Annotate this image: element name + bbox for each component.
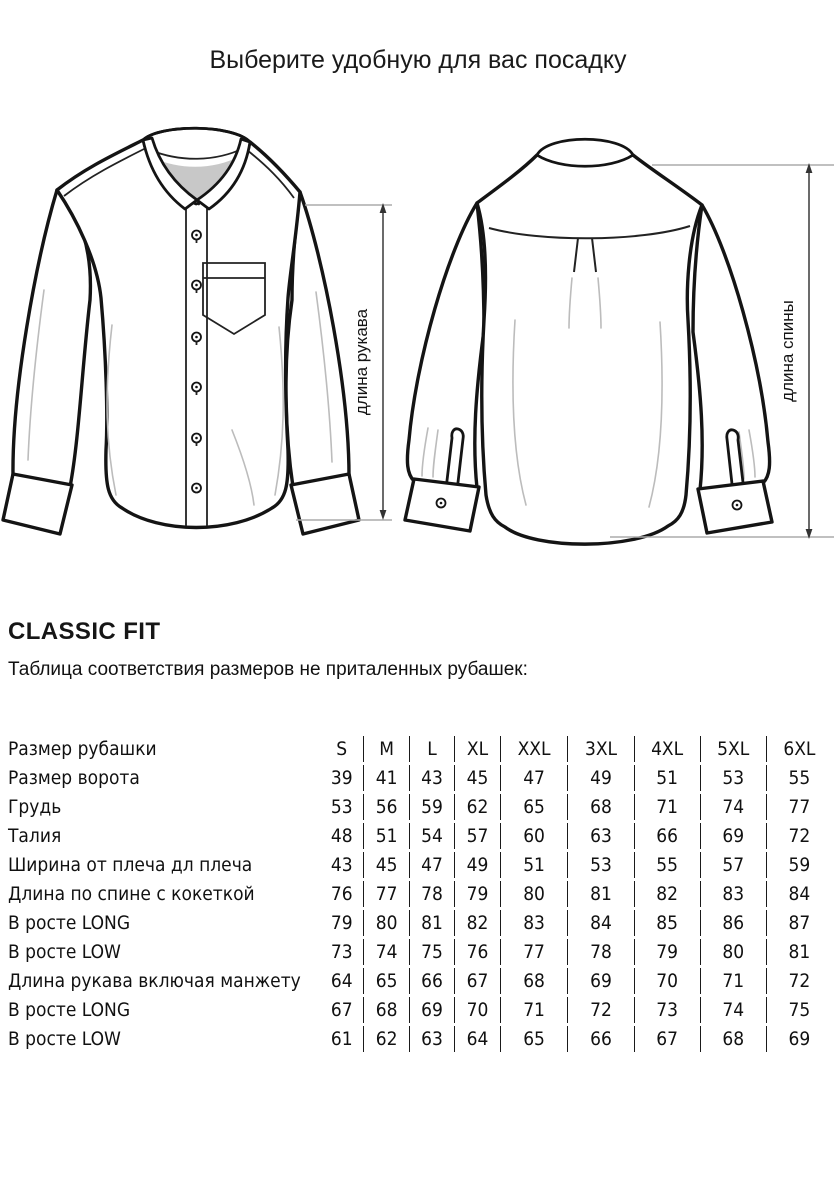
size-value-cell: 39 [330,767,353,789]
back-collar [537,139,633,166]
size-value-cell: 73 [634,997,700,1023]
size-value-cell: 66 [634,823,700,849]
size-table [8,733,832,1055]
size-value-cell: 65 [500,794,568,820]
size-value-cell: 81 [409,910,454,936]
size-value-cell: 56 [363,794,408,820]
size-table-row [8,997,832,1023]
fit-diagram [0,110,836,590]
size-value-cell: 66 [567,1026,633,1052]
size-value-cell: 84 [567,910,633,936]
size-value-cell: 67 [454,968,499,994]
size-value-cell: 53 [700,765,766,791]
row-label: Талия [8,825,62,847]
size-value-cell: 60 [500,823,568,849]
back-length-label: длина спины [778,300,797,402]
size-value-cell: 77 [363,881,408,907]
size-value-cell: 81 [766,939,832,965]
size-table-row [8,765,832,791]
size-value-cell: 77 [766,794,832,820]
size-column-header: 6XL [766,736,832,762]
fit-heading: CLASSIC FIT [8,618,161,645]
size-value-cell: 79 [634,939,700,965]
size-value-cell: 86 [700,910,766,936]
front-left-cuff [3,474,72,534]
size-value-cell: 63 [567,823,633,849]
size-value-cell: 69 [567,968,633,994]
size-value-cell: 71 [634,794,700,820]
size-value-cell: 68 [567,794,633,820]
size-value-cell: 81 [567,881,633,907]
size-value-cell: 45 [454,765,499,791]
size-value-cell: 71 [500,997,568,1023]
size-column-header: 4XL [634,736,700,762]
arrowhead-down-icon [380,510,387,520]
size-table-row [8,881,832,907]
size-value-cell: 80 [700,939,766,965]
size-value-cell: 85 [634,910,700,936]
size-value-cell: 69 [700,823,766,849]
size-value-cell: 74 [700,794,766,820]
row-label: В росте LOW [8,941,121,963]
size-value-cell: 59 [766,852,832,878]
size-table-row [8,939,832,965]
size-value-cell: 67 [634,1026,700,1052]
size-value-cell: 43 [330,854,353,876]
size-value-cell: 79 [330,912,353,934]
size-value-cell: 69 [766,1026,832,1052]
shirt-back-drawing [405,139,772,544]
size-value-cell: 47 [500,765,568,791]
size-value-cell: 69 [409,997,454,1023]
size-value-cell: 51 [363,823,408,849]
size-value-cell: 83 [700,881,766,907]
row-label: Ширина от плеча дл плеча [8,854,253,876]
size-value-cell: 82 [634,881,700,907]
size-value-cell: 54 [409,823,454,849]
size-value-cell: 55 [634,852,700,878]
size-column-header: S [336,738,348,760]
size-value-cell: 45 [363,852,408,878]
size-column-header: XXL [500,736,568,762]
size-table-row [8,1026,832,1052]
size-value-cell: 74 [700,997,766,1023]
size-value-cell: 65 [500,1026,568,1052]
size-value-cell: 47 [409,852,454,878]
size-value-cell: 65 [363,968,408,994]
size-value-cell: 72 [567,997,633,1023]
size-value-cell: 73 [330,941,353,963]
size-value-cell: 68 [700,1026,766,1052]
size-table-row [8,852,832,878]
page-title: Выберите удобную для вас посадку [209,46,627,74]
size-value-cell: 82 [454,910,499,936]
size-value-cell: 63 [409,1026,454,1052]
size-value-cell: 72 [766,823,832,849]
size-value-cell: 67 [330,999,353,1021]
size-value-cell: 71 [700,968,766,994]
size-value-cell: 75 [766,997,832,1023]
row-label: Размер ворота [8,767,140,789]
size-value-cell: 68 [363,997,408,1023]
row-label: В росте LONG [8,912,131,934]
sleeve-length-label: длина рукава [352,308,371,416]
size-table-row [8,794,832,820]
row-label: Грудь [8,796,62,818]
size-value-cell: 84 [766,881,832,907]
size-value-cell: 83 [500,910,568,936]
size-value-cell: 57 [454,823,499,849]
size-value-cell: 70 [454,997,499,1023]
size-value-cell: 55 [766,765,832,791]
size-value-cell: 76 [330,883,353,905]
row-label: В росте LOW [8,1028,121,1050]
size-value-cell: 78 [567,939,633,965]
size-table-row [8,823,832,849]
size-table-row [8,910,832,936]
size-value-cell: 80 [500,881,568,907]
row-label: Длина по спине с кокеткой [8,883,255,905]
size-value-cell: 61 [330,1028,353,1050]
row-label: Длина рукава включая манжету [8,970,301,992]
size-value-cell: 76 [454,939,499,965]
size-value-cell: 62 [363,1026,408,1052]
size-value-cell: 75 [409,939,454,965]
size-column-header: XL [454,736,499,762]
size-value-cell: 64 [330,970,353,992]
back-body [477,155,702,544]
row-label: В росте LONG [8,999,131,1021]
front-right-cuff [291,474,359,534]
size-table-header-row [8,736,832,762]
size-column-header: 5XL [700,736,766,762]
row-label: Размер рубашки [8,738,157,760]
front-left-sleeve [13,190,90,487]
table-subtitle: Таблица соответствия размеров не приталенных рубашек: [8,659,528,680]
size-value-cell: 53 [567,852,633,878]
size-value-cell: 79 [454,881,499,907]
shirt-front-drawing [3,128,359,534]
size-value-cell: 59 [409,794,454,820]
size-value-cell: 49 [567,765,633,791]
size-value-cell: 43 [409,765,454,791]
size-value-cell: 53 [330,796,353,818]
size-value-cell: 66 [409,968,454,994]
size-value-cell: 62 [454,794,499,820]
back-left-sleeve [407,203,484,488]
size-column-header: M [363,736,408,762]
size-value-cell: 70 [634,968,700,994]
size-value-cell: 68 [500,968,568,994]
size-value-cell: 77 [500,939,568,965]
size-value-cell: 78 [409,881,454,907]
size-column-header: L [409,736,454,762]
size-value-cell: 49 [454,852,499,878]
size-value-cell: 72 [766,968,832,994]
size-value-cell: 87 [766,910,832,936]
size-column-header: 3XL [567,736,633,762]
size-table-row [8,968,832,994]
size-value-cell: 80 [363,910,408,936]
size-value-cell: 51 [500,852,568,878]
size-value-cell: 51 [634,765,700,791]
size-value-cell: 64 [454,1026,499,1052]
size-value-cell: 74 [363,939,408,965]
size-value-cell: 41 [363,765,408,791]
size-value-cell: 48 [330,825,353,847]
size-value-cell: 57 [700,852,766,878]
